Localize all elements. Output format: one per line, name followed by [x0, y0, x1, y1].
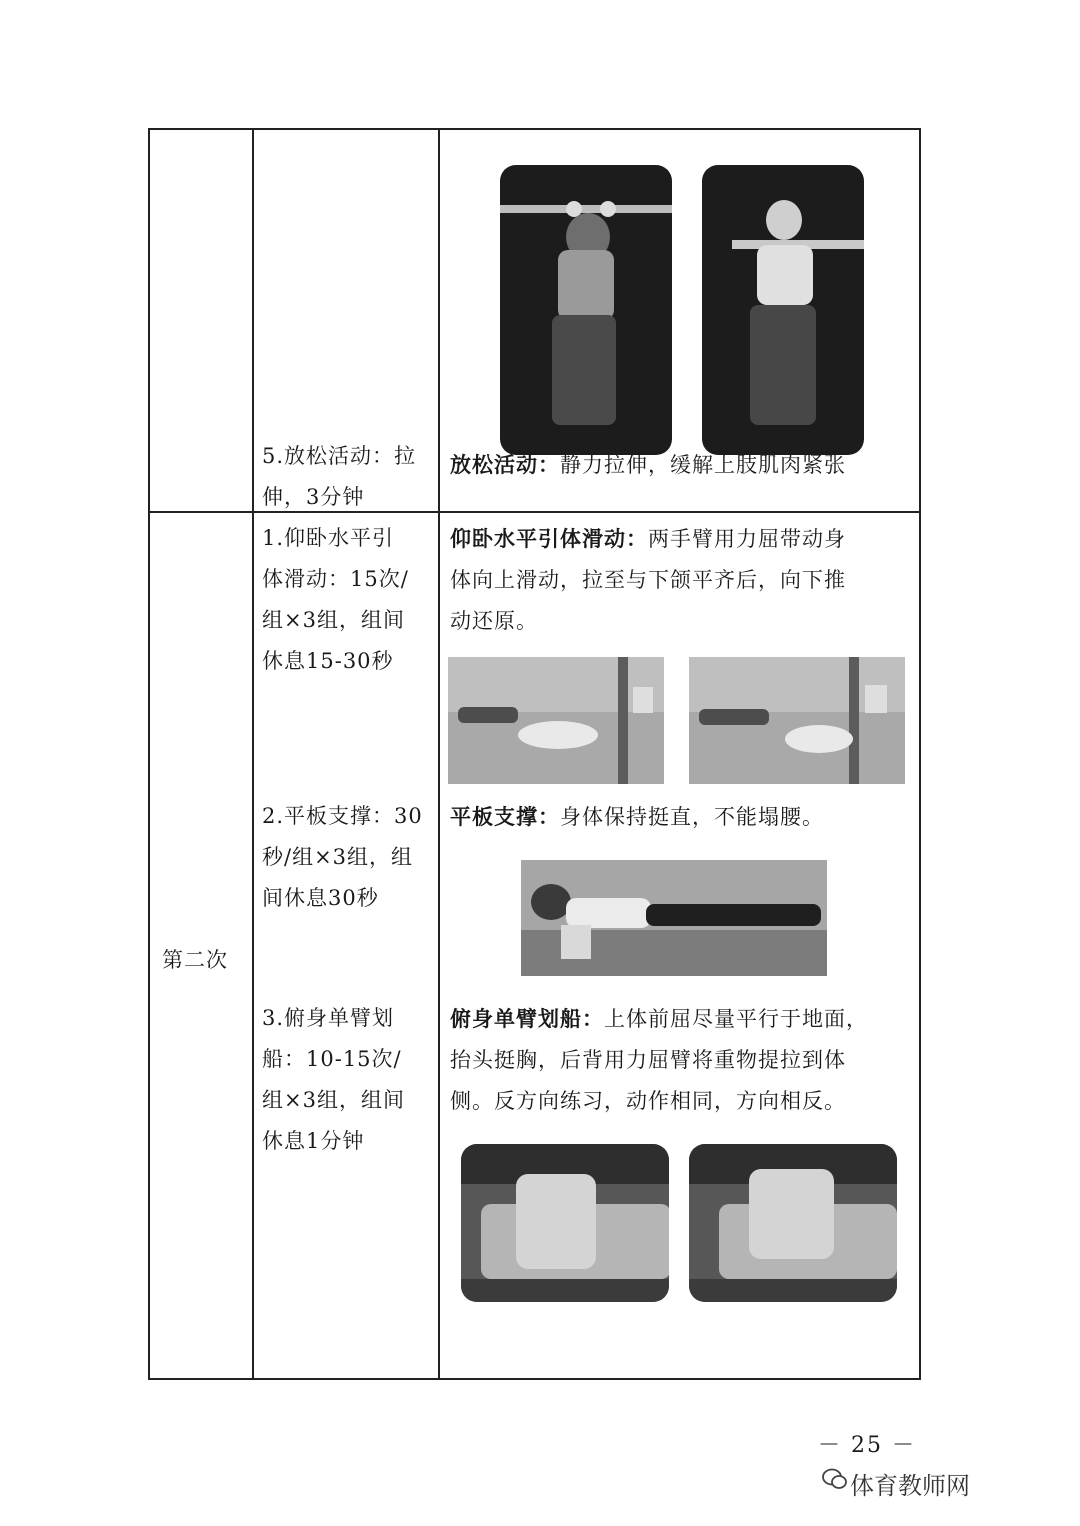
relax-body: 静力拉伸，缓解上肢肌肉紧张 — [560, 453, 846, 477]
relax-title: 放松活动： — [450, 452, 560, 477]
item-plank-text: 2.平板支撑：30 秒/组×3组，组 间休息30秒 — [262, 804, 423, 910]
pullup-description — [450, 518, 915, 642]
plank-photo — [521, 860, 827, 976]
relax-description — [450, 444, 915, 486]
session-label: 第二次 — [162, 948, 228, 972]
item-pullup-text: 1.仰卧水平引 体滑动：15次/ 组×3组，组间 休息15-30秒 — [262, 526, 409, 673]
column-divider-1 — [252, 130, 254, 1378]
stretch-photo-1 — [500, 165, 672, 455]
pullup-title: 仰卧水平引体滑动： — [450, 526, 648, 551]
pullup-photo-1 — [448, 657, 664, 784]
item-relax-text: 5.放松活动：拉 伸，3分钟 — [262, 444, 417, 509]
item-row-text: 3.俯身单臂划 船：10-15次/ 组×3组，组间 休息1分钟 — [262, 1006, 405, 1153]
row-body: 上体前屈尽量平行于地面， 抬头挺胸，后背用力屈臂将重物提拉到体 侧。反方向练习，动作相同，方向相反。 — [450, 1007, 868, 1113]
plank-title: 平板支撑： — [450, 804, 560, 829]
rowing-photo-1 — [461, 1144, 669, 1302]
plank-body: 身体保持挺直，不能塌腰。 — [560, 805, 824, 829]
pullup-body: 两手臂用力屈带动身 体向上滑动，拉至与下颌平齐后，向下推 动还原。 — [450, 527, 846, 633]
pullup-photo-2 — [689, 657, 905, 784]
wechat-icon — [822, 1466, 848, 1492]
rowing-photo-2 — [689, 1144, 897, 1302]
column-divider-2 — [438, 130, 440, 1378]
watermark-text: 体育教师网 — [850, 1472, 970, 1500]
page-number: － 25 － — [818, 1433, 916, 1458]
stretch-photo-2 — [702, 165, 864, 455]
plank-description — [450, 796, 915, 838]
row-title: 俯身单臂划船： — [450, 1006, 604, 1031]
row-description — [450, 998, 915, 1122]
